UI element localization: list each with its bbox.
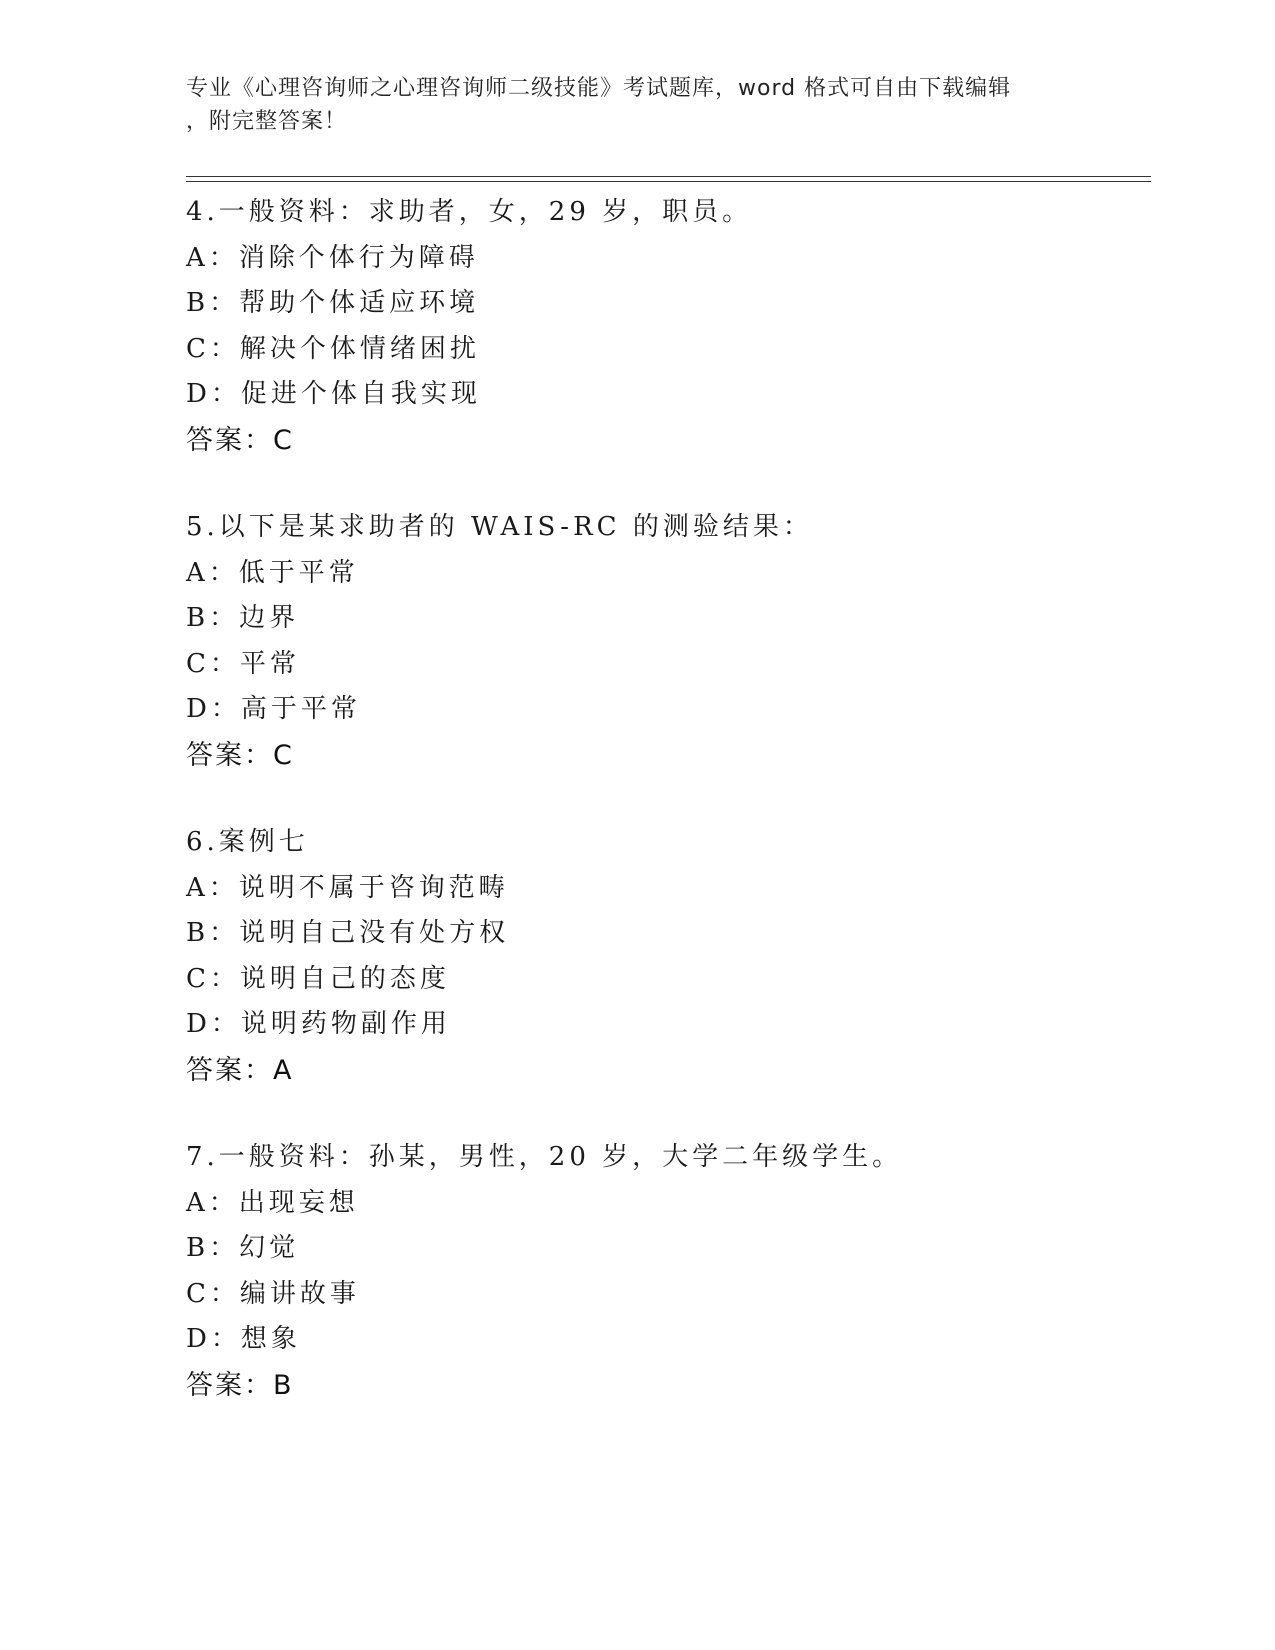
question-6 bbox=[186, 820, 1146, 1093]
option-d: D：促进个体自我实现 bbox=[186, 379, 481, 409]
option-b: B：帮助个体适应环境 bbox=[186, 288, 480, 318]
option-d: D：说明药物副作用 bbox=[186, 1009, 451, 1039]
question-stem: 5.以下是某求助者的 WAIS-RC 的测验结果： bbox=[186, 512, 813, 542]
header-divider-bottom bbox=[186, 181, 1151, 182]
option-a: A：说明不属于咨询范畴 bbox=[186, 872, 509, 903]
option-c: C：解决个体情绪困扰 bbox=[186, 333, 480, 364]
header-line-1: 专业《心理咨询师之心理咨询师二级技能》考试题库，word 格式可自由下载编辑 bbox=[186, 76, 1012, 101]
option-c: C：说明自己的态度 bbox=[186, 963, 450, 994]
option-c: C：编讲故事 bbox=[186, 1278, 360, 1309]
option-d: D：高于平常 bbox=[186, 694, 361, 724]
question-5 bbox=[186, 505, 1146, 778]
option-d: D：想象 bbox=[186, 1324, 301, 1354]
answer-line: 答案：B bbox=[186, 1369, 294, 1401]
question-stem: 6.案例七 bbox=[186, 827, 309, 857]
option-b: B：说明自己没有处方权 bbox=[186, 918, 510, 948]
answer-line: 答案：C bbox=[186, 739, 294, 771]
question-4 bbox=[186, 190, 1146, 463]
option-a: A：出现妄想 bbox=[186, 1187, 359, 1218]
option-c: C：平常 bbox=[186, 648, 300, 679]
question-7 bbox=[186, 1135, 1146, 1408]
option-a: A：消除个体行为障碍 bbox=[186, 242, 479, 273]
document-header bbox=[186, 72, 1066, 138]
header-line-2: ，附完整答案！ bbox=[186, 109, 348, 134]
answer-line: 答案：A bbox=[186, 1054, 294, 1086]
answer-line: 答案：C bbox=[186, 424, 294, 456]
question-stem: 4.一般资料：求助者，女，29 岁，职员。 bbox=[186, 197, 753, 227]
header-divider-top bbox=[186, 176, 1151, 177]
option-b: B：幻觉 bbox=[186, 1233, 300, 1263]
question-list bbox=[186, 190, 1146, 1450]
question-stem: 7.一般资料：孙某，男性，20 岁，大学二年级学生。 bbox=[186, 1142, 903, 1172]
option-b: B：边界 bbox=[186, 603, 300, 633]
option-a: A：低于平常 bbox=[186, 557, 359, 588]
